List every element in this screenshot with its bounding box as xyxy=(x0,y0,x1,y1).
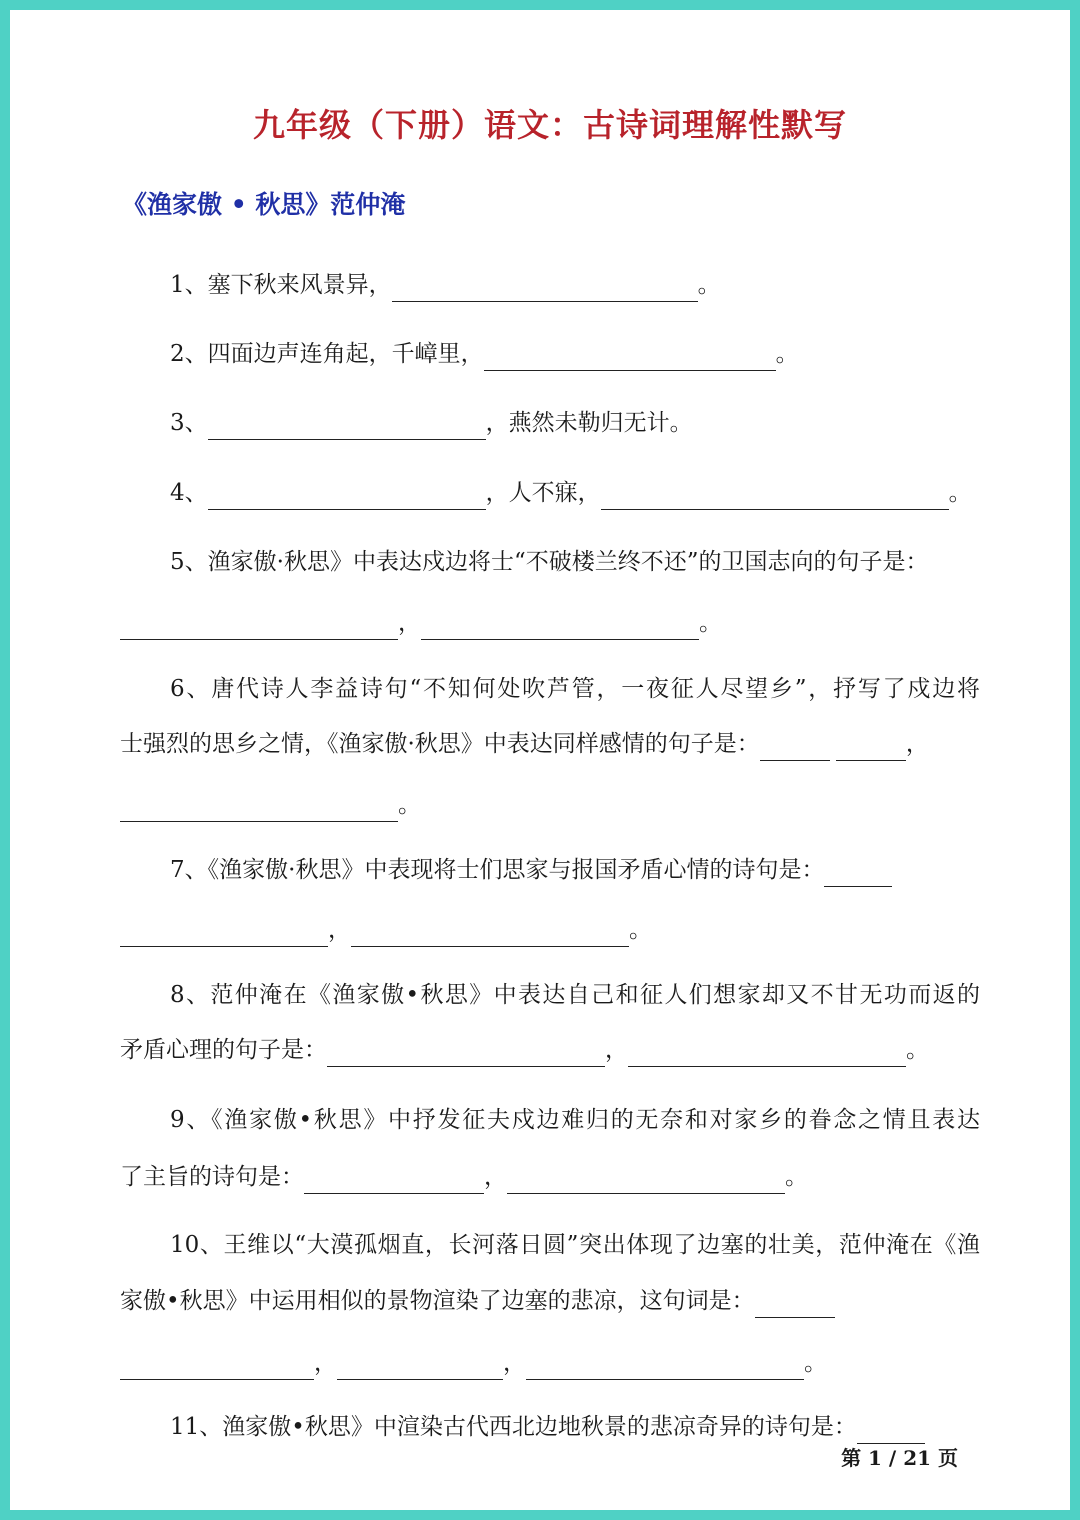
question-6 xyxy=(170,672,980,706)
answer-blank[interactable] xyxy=(208,483,486,510)
question-2: 2、四面边声连角起，千嶂里， 。 xyxy=(170,337,980,371)
answer-blank[interactable] xyxy=(120,613,398,640)
question-5 xyxy=(170,545,980,579)
answer-blank[interactable] xyxy=(304,1167,484,1194)
answer-blank[interactable] xyxy=(120,920,328,947)
question-text: 了主旨的诗句是： xyxy=(120,1164,304,1190)
question-text: 11、渔家傲•秋思》中渲染古代西北边地秋景的悲凉奇异的诗句是： xyxy=(170,1414,857,1440)
question-text: 2、四面边声连角起，千嶂里， xyxy=(170,341,484,367)
poem-heading: 《渔家傲 • 秋思》范仲淹 xyxy=(122,190,406,219)
question-6-line-2: 士强烈的思乡之情，《渔家傲·秋思》中表达同样感情的句子是： ， xyxy=(120,727,980,761)
answer-blank[interactable] xyxy=(392,275,698,302)
question-text: 矛盾心理的句子是： xyxy=(120,1037,327,1063)
question-1: 1、塞下秋来风景异， 。 xyxy=(170,268,980,302)
answer-blank[interactable] xyxy=(484,344,776,371)
question-6-answer-line: 。 xyxy=(120,788,980,822)
question-5-answer-line: ， 。 xyxy=(120,606,980,640)
question-text: ，燕然未勒归无计。 xyxy=(485,410,693,436)
answer-blank[interactable] xyxy=(208,413,486,440)
answer-blank[interactable] xyxy=(836,734,906,761)
answer-blank[interactable] xyxy=(824,860,892,887)
question-9-line-2: 了主旨的诗句是： ， 。 xyxy=(120,1160,980,1194)
answer-blank[interactable] xyxy=(628,1040,906,1067)
question-3: 3、 ，燕然未勒归无计。 xyxy=(170,406,980,440)
answer-blank[interactable] xyxy=(755,1291,835,1318)
question-text: 6、唐代诗人李益诗句“不知何处吹芦管，一夜征人尽望乡”，抒写了戍边将 xyxy=(170,676,980,702)
question-8 xyxy=(170,978,980,1012)
answer-blank[interactable] xyxy=(760,734,830,761)
answer-blank[interactable] xyxy=(351,920,629,947)
question-text: 士强烈的思乡之情，《渔家傲·秋思》中表达同样感情的句子是： xyxy=(120,731,760,757)
page-title: 九年级（下册）语文：古诗词理解性默写 xyxy=(252,106,847,144)
question-7 xyxy=(170,853,980,887)
page-number: 第 1 / 21 页 xyxy=(841,1446,958,1470)
question-10-answer-line: ， ， 。 xyxy=(120,1346,980,1380)
question-text: 9、《渔家傲•秋思》中抒发征夫戍边难归的无奈和对家乡的眷念之情且表达 xyxy=(170,1107,980,1133)
question-8-line-2: 矛盾心理的句子是： ， 。 xyxy=(120,1033,980,1067)
question-text: 10、王维以“大漠孤烟直，长河落日圆”突出体现了边塞的壮美，范仲淹在《渔 xyxy=(170,1232,980,1258)
answer-blank[interactable] xyxy=(120,1353,314,1380)
question-4: 4、 ，人不寐， 。 xyxy=(170,476,980,510)
question-text: 7、《渔家傲·秋思》中表现将士们思家与报国矛盾心情的诗句是： xyxy=(170,857,825,883)
question-text: 1、塞下秋来风景异， xyxy=(170,272,392,298)
question-text: ，人不寐， xyxy=(485,480,601,506)
answer-blank[interactable] xyxy=(421,613,699,640)
question-11 xyxy=(170,1410,980,1444)
question-10-line-2 xyxy=(120,1284,980,1318)
question-9 xyxy=(170,1103,980,1137)
question-10 xyxy=(170,1228,980,1262)
question-7-answer-line: ， 。 xyxy=(120,913,980,947)
answer-blank[interactable] xyxy=(526,1353,804,1380)
question-text: 5、渔家傲·秋思》中表达戍边将士“不破楼兰终不还”的卫国志向的句子是： xyxy=(170,549,929,575)
question-text: 8、范仲淹在《渔家傲•秋思》中表达自己和征人们想家却又不甘无功而返的 xyxy=(170,982,980,1008)
answer-blank[interactable] xyxy=(337,1353,503,1380)
answer-blank[interactable] xyxy=(601,483,949,510)
answer-blank[interactable] xyxy=(327,1040,605,1067)
answer-blank[interactable] xyxy=(507,1167,785,1194)
answer-blank[interactable] xyxy=(857,1417,925,1444)
question-text: 家傲•秋思》中运用相似的景物渲染了边塞的悲凉，这句词是： xyxy=(120,1288,755,1314)
answer-blank[interactable] xyxy=(120,795,398,822)
